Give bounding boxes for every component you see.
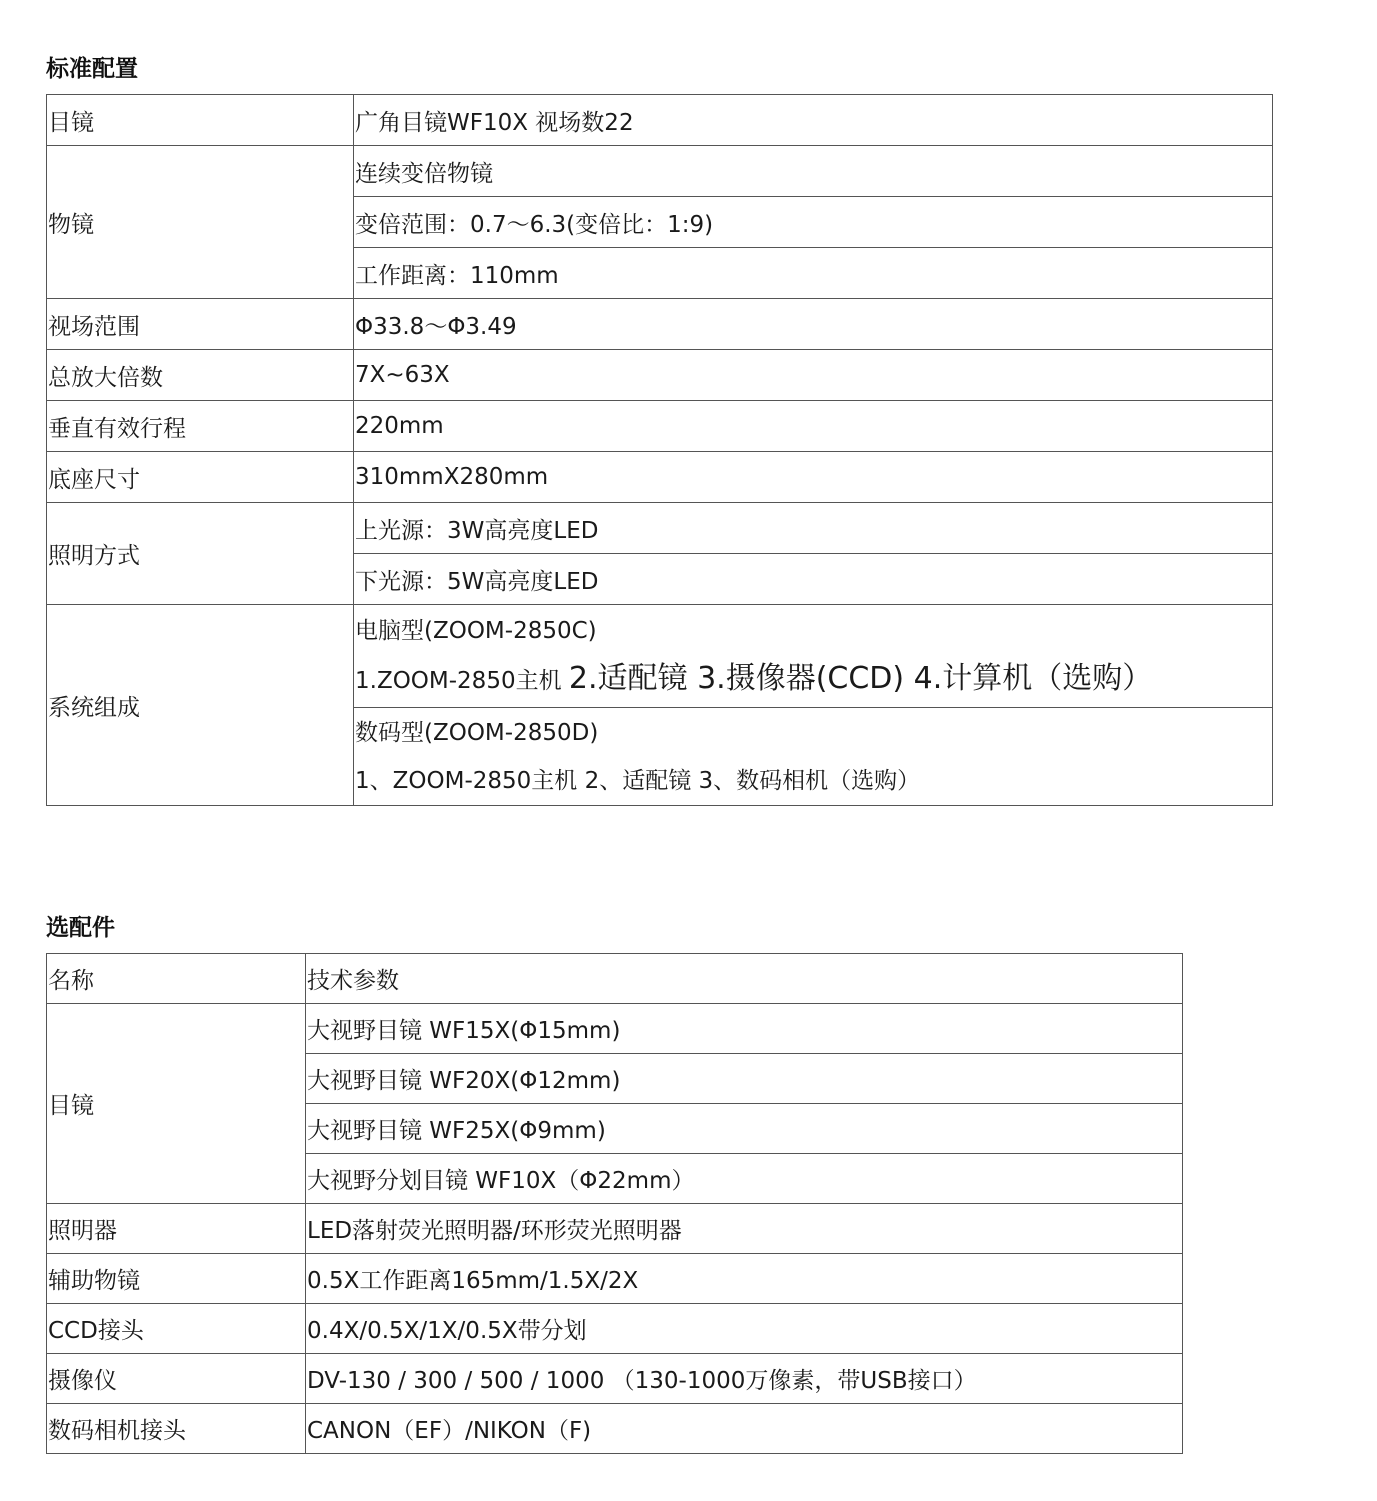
row-value: LED落射荧光照明器/环形荧光照明器 — [306, 1204, 1183, 1254]
row-label-total-magnification: 总放大倍数 — [47, 350, 354, 401]
row-value: 连续变倍物镜 — [354, 146, 1273, 197]
optional-accessories-title: 选配件 — [46, 915, 115, 941]
table-row — [47, 1204, 1183, 1254]
row-label-camera: 摄像仪 — [47, 1354, 306, 1404]
optional-accessories-table — [46, 953, 1183, 1454]
table-row — [47, 299, 1273, 350]
table-row — [47, 605, 1273, 708]
row-value: Φ33.8～Φ3.49 — [354, 299, 1273, 350]
standard-config-title: 标准配置 — [46, 56, 138, 82]
row-value: 310mmX280mm — [354, 452, 1273, 503]
row-value: 变倍范围：0.7～6.3(变倍比：1:9) — [354, 197, 1273, 248]
digital-type-line: 1、ZOOM-2850主机 2、适配镜 3、数码相机（选购） — [355, 767, 921, 794]
row-value: 上光源：3W高亮度LED — [354, 503, 1273, 554]
table-row — [47, 1004, 1183, 1054]
table-row — [47, 503, 1273, 554]
table-row — [47, 1404, 1183, 1454]
row-label-eyepiece: 目镜 — [47, 1004, 306, 1204]
digital-type-title: 数码型(ZOOM-2850D) — [355, 719, 599, 746]
column-header-name: 名称 — [47, 954, 306, 1004]
row-value: 大视野目镜 WF25X(Φ9mm) — [306, 1104, 1183, 1154]
row-label-ccd-adapter: CCD接头 — [47, 1304, 306, 1354]
table-row — [47, 1304, 1183, 1354]
row-value: DV-130 / 300 / 500 / 1000 （130-1000万像素，带USB接口） — [306, 1354, 1183, 1404]
row-label-vertical-travel: 垂直有效行程 — [47, 401, 354, 452]
computer-type-cell — [354, 605, 1273, 708]
row-label-objective: 物镜 — [47, 146, 354, 299]
row-label-base-size: 底座尺寸 — [47, 452, 354, 503]
row-value: 大视野目镜 WF15X(Φ15mm) — [306, 1004, 1183, 1054]
table-row — [47, 452, 1273, 503]
row-label-field-of-view: 视场范围 — [47, 299, 354, 350]
row-value: 7X~63X — [354, 350, 1273, 401]
table-row — [47, 146, 1273, 197]
table-row — [47, 1254, 1183, 1304]
row-value: 下光源：5W高亮度LED — [354, 554, 1273, 605]
computer-type-title: 电脑型(ZOOM-2850C) — [355, 618, 597, 644]
row-value: 0.4X/0.5X/1X/0.5X带分划 — [306, 1304, 1183, 1354]
column-header-param: 技术参数 — [306, 954, 1183, 1004]
row-value: 大视野分划目镜 WF10X（Φ22mm） — [306, 1154, 1183, 1204]
digital-type-cell — [354, 708, 1273, 806]
table-row — [47, 401, 1273, 452]
row-value: 工作距离：110mm — [354, 248, 1273, 299]
row-value: 0.5X工作距离165mm/1.5X/2X — [306, 1254, 1183, 1304]
computer-type-line-b: 2.适配镜 3.摄像器(CCD) 4.计算机（选购） — [568, 661, 1153, 696]
row-value: 大视野目镜 WF20X(Φ12mm) — [306, 1054, 1183, 1104]
row-value: 220mm — [354, 401, 1273, 452]
row-label-digital-camera-adapter: 数码相机接头 — [47, 1404, 306, 1454]
row-label-illuminator: 照明器 — [47, 1204, 306, 1254]
table-row — [47, 95, 1273, 146]
row-label-eyepiece: 目镜 — [47, 95, 354, 146]
row-label-system-composition: 系统组成 — [47, 605, 354, 806]
row-label-illumination: 照明方式 — [47, 503, 354, 605]
table-row — [47, 350, 1273, 401]
row-value: CANON（EF）/NIKON（F) — [306, 1404, 1183, 1454]
standard-config-table — [46, 94, 1273, 806]
table-row — [47, 1354, 1183, 1404]
row-value: 广角目镜WF10X 视场数22 — [354, 95, 1273, 146]
computer-type-line-a: 1.ZOOM-2850主机 — [355, 668, 562, 694]
row-label-auxiliary-objective: 辅助物镜 — [47, 1254, 306, 1304]
table-header-row — [47, 954, 1183, 1004]
